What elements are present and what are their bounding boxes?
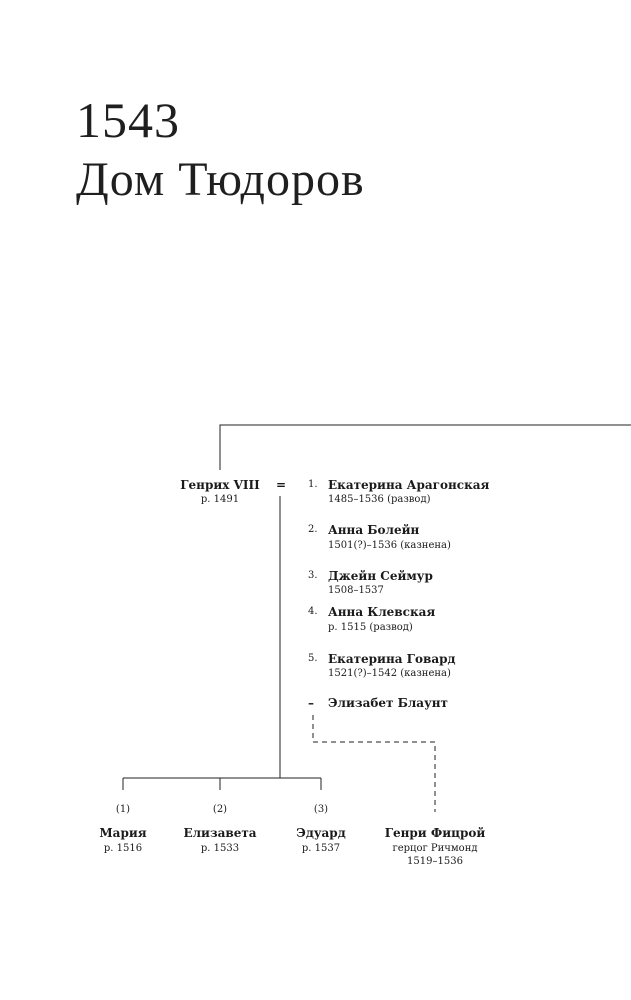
- wife-5-name: Екатерина Говард: [328, 652, 456, 666]
- wife-5-number: 5.: [308, 653, 318, 664]
- fitzroy-title: герцог Ричмонд: [392, 843, 478, 854]
- wife-2-name: Анна Болейн: [328, 523, 420, 537]
- child-3-born: р. 1537: [301, 843, 341, 854]
- wife-3-dates: 1508–1537: [328, 585, 384, 596]
- wife-1-name: Екатерина Арагонская: [328, 478, 490, 492]
- wife-4-number: 4.: [308, 606, 318, 617]
- illegitimate-connector: [313, 715, 435, 812]
- page-title: Дом Тюдоров: [76, 153, 365, 206]
- fitzroy-name: Генри Фицрой: [384, 826, 486, 840]
- child-2-born: р. 1533: [200, 843, 240, 854]
- wife-1-number: 1.: [308, 479, 318, 490]
- child-3-name: Эдуард: [296, 826, 346, 840]
- mistress-marker: –: [308, 696, 314, 710]
- ancestor-connector: [220, 425, 631, 470]
- child-2-number: (2): [212, 804, 228, 815]
- wife-5-dates: 1521(?)–1542 (казнена): [328, 668, 451, 679]
- wife-3-number: 3.: [308, 570, 318, 581]
- fitzroy-dates: 1519–1536: [407, 856, 463, 867]
- henry-born: р. 1491: [200, 494, 240, 505]
- henry-name: Генрих VIII: [180, 478, 260, 492]
- child-3-number: (3): [313, 804, 329, 815]
- child-1-name: Мария: [99, 826, 147, 840]
- mistress-name: Элизабет Блаунт: [328, 696, 448, 710]
- wife-4-name: Анна Клевская: [328, 605, 436, 619]
- page-year: 1543: [76, 92, 180, 148]
- wife-2-number: 2.: [308, 524, 318, 535]
- child-1-number: (1): [115, 804, 131, 815]
- child-1-born: р. 1516: [103, 843, 143, 854]
- wife-3-name: Джейн Сеймур: [328, 569, 433, 583]
- wife-1-dates: 1485–1536 (развод): [328, 494, 431, 505]
- child-2-name: Елизавета: [183, 826, 257, 840]
- marriage-symbol: =: [276, 478, 287, 492]
- wife-4-dates: р. 1515 (развод): [328, 622, 413, 633]
- wife-2-dates: 1501(?)–1536 (казнена): [328, 540, 451, 551]
